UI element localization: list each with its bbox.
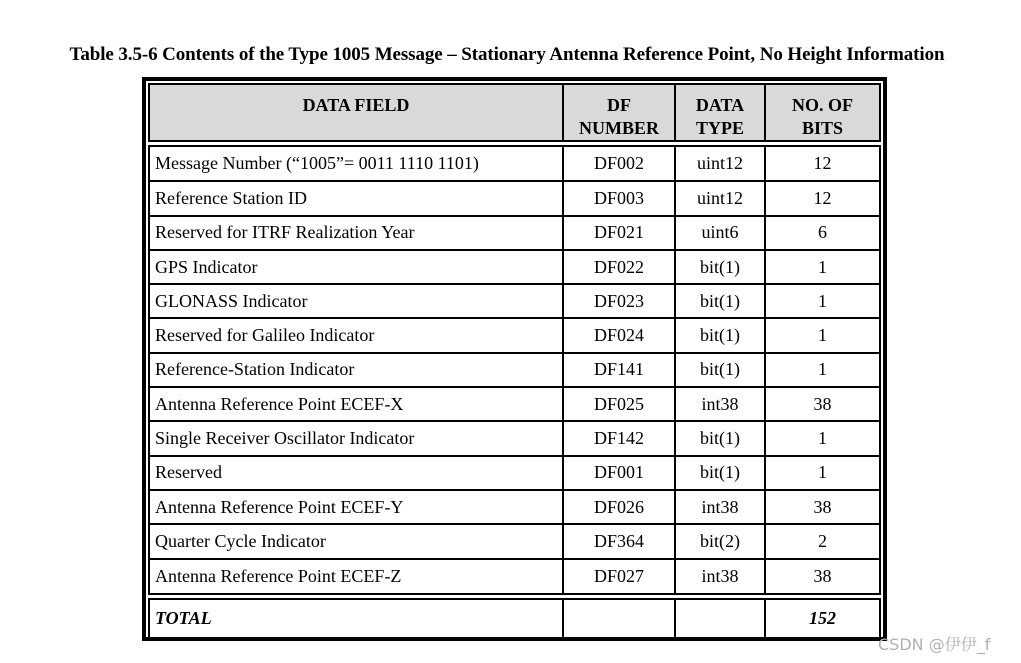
cell-data-type: int38 <box>675 490 765 524</box>
total-df-number <box>563 600 675 638</box>
cell-no-of-bits: 1 <box>765 456 879 490</box>
cell-df-number: DF141 <box>563 353 675 387</box>
table-row <box>150 181 879 215</box>
cell-no-of-bits: 1 <box>765 318 879 352</box>
cell-df-number: DF142 <box>563 421 675 455</box>
cell-data-field: GLONASS Indicator <box>150 284 563 318</box>
cell-data-type: int38 <box>675 387 765 421</box>
cell-data-field: Reference Station ID <box>150 181 563 215</box>
cell-df-number: DF021 <box>563 216 675 250</box>
cell-data-type: bit(1) <box>675 250 765 284</box>
cell-data-type: bit(1) <box>675 284 765 318</box>
cell-data-type: bit(1) <box>675 421 765 455</box>
total-bits: 152 <box>765 600 879 638</box>
cell-data-field: Quarter Cycle Indicator <box>150 524 563 558</box>
total-label: TOTAL <box>150 600 563 638</box>
watermark: CSDN @伊伊_f <box>878 635 991 654</box>
cell-df-number: DF024 <box>563 318 675 352</box>
cell-no-of-bits: 12 <box>765 181 879 215</box>
table-row <box>150 559 879 593</box>
cell-no-of-bits: 1 <box>765 421 879 455</box>
table-row <box>150 456 879 490</box>
cell-data-field: GPS Indicator <box>150 250 563 284</box>
cell-data-type: uint12 <box>675 181 765 215</box>
cell-data-field: Antenna Reference Point ECEF-Z <box>150 559 563 593</box>
cell-df-number: DF003 <box>563 181 675 215</box>
cell-no-of-bits: 1 <box>765 250 879 284</box>
table-row <box>150 216 879 250</box>
cell-data-field: Reserved for ITRF Realization Year <box>150 216 563 250</box>
cell-data-type: bit(1) <box>675 318 765 352</box>
cell-data-type: bit(2) <box>675 524 765 558</box>
cell-data-field: Reference-Station Indicator <box>150 353 563 387</box>
table-row <box>150 353 879 387</box>
cell-df-number: DF023 <box>563 284 675 318</box>
message-contents-table <box>142 77 887 641</box>
cell-df-number: DF001 <box>563 456 675 490</box>
cell-df-number: DF022 <box>563 250 675 284</box>
total-data-type <box>675 600 765 638</box>
cell-df-number: DF002 <box>563 147 675 181</box>
table-row <box>150 490 879 524</box>
table-total <box>148 598 881 640</box>
cell-data-field: Message Number (“1005”= 0011 1110 1101) <box>150 147 563 181</box>
cell-data-field: Reserved <box>150 456 563 490</box>
cell-no-of-bits: 12 <box>765 147 879 181</box>
cell-data-type: int38 <box>675 559 765 593</box>
table-caption: Table 3.5-6 Contents of the Type 1005 Message – Stationary Antenna Reference Point, No Height Information <box>69 44 945 65</box>
cell-data-field: Antenna Reference Point ECEF-Y <box>150 490 563 524</box>
cell-no-of-bits: 38 <box>765 490 879 524</box>
table-row <box>150 387 879 421</box>
cell-data-type: bit(1) <box>675 353 765 387</box>
table-header <box>148 83 881 142</box>
cell-no-of-bits: 38 <box>765 559 879 593</box>
header-data-type: DATA TYPE <box>675 85 765 140</box>
cell-df-number: DF027 <box>563 559 675 593</box>
cell-df-number: DF026 <box>563 490 675 524</box>
cell-data-type: uint6 <box>675 216 765 250</box>
cell-data-field: Single Receiver Oscillator Indicator <box>150 421 563 455</box>
table-body <box>148 145 881 595</box>
header-data-field: DATA FIELD <box>150 85 563 140</box>
cell-no-of-bits: 38 <box>765 387 879 421</box>
cell-no-of-bits: 1 <box>765 284 879 318</box>
cell-data-field: Reserved for Galileo Indicator <box>150 318 563 352</box>
table-row <box>150 147 879 181</box>
cell-df-number: DF364 <box>563 524 675 558</box>
cell-no-of-bits: 2 <box>765 524 879 558</box>
table-row <box>150 318 879 352</box>
cell-no-of-bits: 6 <box>765 216 879 250</box>
table-row <box>150 250 879 284</box>
cell-data-field: Antenna Reference Point ECEF-X <box>150 387 563 421</box>
header-no-of-bits: NO. OF BITS <box>765 85 879 140</box>
table-row <box>150 524 879 558</box>
cell-data-type: uint12 <box>675 147 765 181</box>
header-df-number: DF NUMBER <box>563 85 675 140</box>
table-row <box>150 421 879 455</box>
table-row <box>150 284 879 318</box>
cell-df-number: DF025 <box>563 387 675 421</box>
cell-data-type: bit(1) <box>675 456 765 490</box>
cell-no-of-bits: 1 <box>765 353 879 387</box>
total-row <box>150 600 879 638</box>
